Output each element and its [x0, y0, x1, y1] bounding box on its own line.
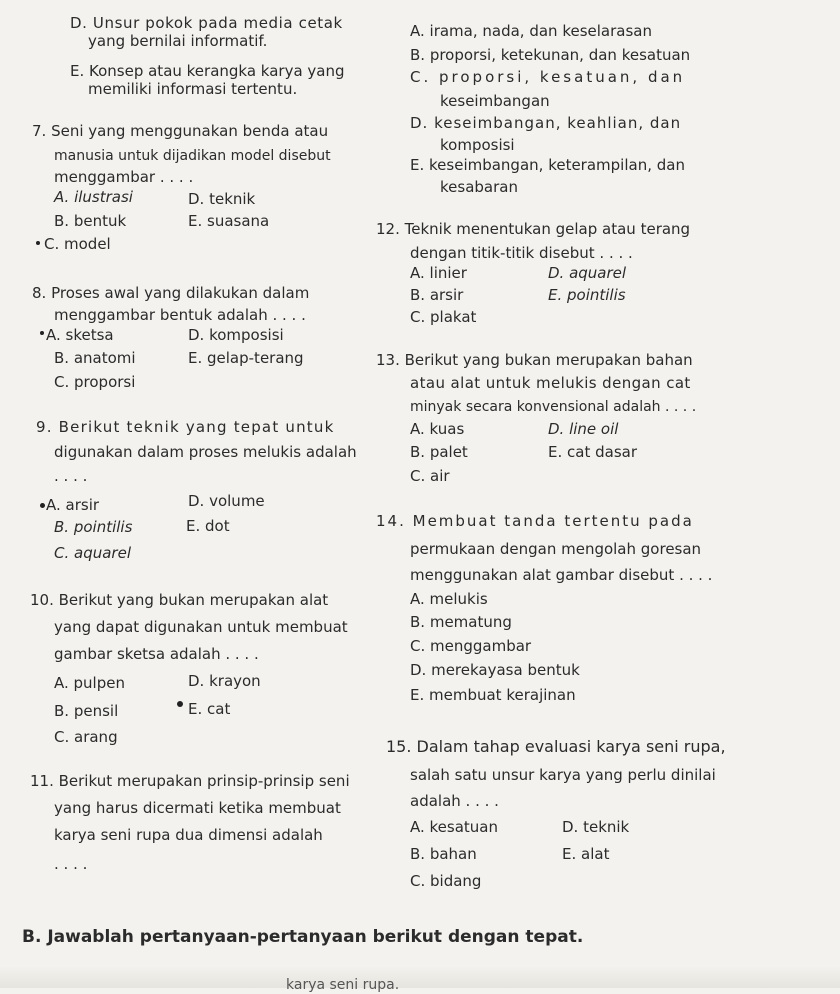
q10-stem: 10. Berikut yang bukan merupakan alat — [30, 591, 329, 609]
q9-option-b: B. pointilis — [54, 518, 133, 536]
q13-stem: atau alat untuk melukis dengan cat — [410, 374, 691, 392]
q13-option-a: A. kuas — [410, 420, 465, 438]
q15-option-e: E. alat — [562, 845, 610, 863]
q7-stem: manusia untuk dijadikan model disebut — [54, 148, 331, 164]
q12-stem: 12. Teknik menentukan gelap atau terang — [376, 220, 691, 238]
q7-option-b: B. bentuk — [54, 212, 127, 230]
q15-option-b: B. bahan — [410, 845, 477, 863]
q9-option-a: A. arsir — [46, 496, 100, 514]
q15-option-c: C. bidang — [410, 872, 482, 890]
q15-option-a: A. kesatuan — [410, 818, 499, 836]
q13-option-b: B. palet — [410, 443, 468, 461]
q11-option-c: C. proporsi, kesatuan, dan — [410, 68, 686, 86]
q7-option-d: D. teknik — [188, 190, 256, 208]
q11-stem: 11. Berikut merupakan prinsip-prinsip seni — [30, 772, 350, 790]
q9-option-e: E. dot — [186, 517, 230, 535]
q9-stem: 9. Berikut teknik yang tepat untuk — [36, 418, 335, 436]
cut-off-text: karya seni rupa. — [286, 977, 400, 993]
q13-stem: 13. Berikut yang bukan merupakan bahan — [376, 351, 693, 369]
q9-option-c: C. aquarel — [54, 544, 131, 562]
q15-option-d: D. teknik — [562, 818, 630, 836]
q12-option-e: E. pointilis — [548, 286, 626, 304]
q7-option-e: E. suasana — [188, 212, 270, 230]
q6-option-d-cont: yang bernilai informatif. — [88, 32, 268, 50]
q15-stem: adalah . . . . — [410, 792, 499, 810]
q11-stem: karya seni rupa dua dimensi adalah — [54, 826, 323, 844]
q12-stem: dengan titik-titik disebut . . . . — [410, 244, 633, 262]
q10-option-c: C. arang — [54, 728, 118, 746]
q10-stem: yang dapat digunakan untuk membuat — [54, 618, 348, 636]
q13-option-c: C. air — [410, 467, 450, 485]
q15-stem: salah satu unsur karya yang perlu dinilai — [410, 766, 716, 784]
q11-option-e-cont: kesabaran — [440, 178, 518, 196]
q6-option-e-cont: memiliki informasi tertentu. — [88, 80, 298, 98]
q13-option-d: D. line oil — [548, 420, 619, 438]
q8-stem: 8. Proses awal yang dilakukan dalam — [32, 284, 310, 302]
q11-stem: yang harus dicermati ketika membuat — [54, 799, 341, 817]
section-b-heading: B. Jawablah pertanyaan-pertanyaan berikut dengan tepat. — [22, 927, 584, 947]
q10-option-d: D. krayon — [188, 672, 261, 690]
q13-stem: minyak secara konvensional adalah . . . . — [410, 399, 697, 415]
q11-option-e: E. keseimbangan, keterampilan, dan — [410, 156, 685, 174]
q11-option-a: A. irama, nada, dan keselarasan — [410, 22, 652, 40]
q6-option-e: E. Konsep atau kerangka karya yang — [70, 62, 345, 80]
q10-option-e: E. cat — [188, 700, 231, 718]
q8-stem: menggambar bentuk adalah . . . . — [54, 306, 306, 324]
q7-stem: 7. Seni yang menggunakan benda atau — [32, 122, 329, 140]
q8-option-a: A. sketsa — [46, 326, 114, 344]
q10-answer-mark — [177, 701, 183, 707]
q8-option-b: B. anatomi — [54, 349, 136, 367]
q9-answer-mark — [40, 503, 45, 508]
page-bottom-shadow — [0, 966, 840, 988]
q8-option-e: E. gelap-terang — [188, 349, 304, 367]
q11-stem: . . . . — [54, 855, 88, 873]
q13-option-e: E. cat dasar — [548, 443, 637, 461]
q9-stem: . . . . — [54, 467, 88, 485]
q14-option-e: E. membuat kerajinan — [410, 686, 576, 704]
q14-option-a: A. melukis — [410, 590, 488, 608]
q10-option-a: A. pulpen — [54, 674, 125, 692]
q10-option-b: B. pensil — [54, 702, 119, 720]
q14-option-d: D. merekayasa bentuk — [410, 661, 580, 679]
q11-option-b: B. proporsi, ketekunan, dan kesatuan — [410, 46, 691, 64]
q7-stem: menggambar . . . . — [54, 168, 194, 186]
q12-option-d: D. aquarel — [548, 264, 627, 282]
q7-answer-mark — [36, 241, 40, 245]
q11-option-c-cont: keseimbangan — [440, 92, 550, 110]
q7-option-c: C. model — [44, 235, 111, 253]
q9-option-d: D. volume — [188, 492, 265, 510]
q10-stem: gambar sketsa adalah . . . . — [54, 645, 259, 663]
q8-option-d: D. komposisi — [188, 326, 284, 344]
q8-answer-mark — [40, 331, 44, 335]
q12-option-c: C. plakat — [410, 308, 477, 326]
q14-stem: permukaan dengan mengolah goresan — [410, 540, 702, 558]
q12-option-b: B. arsir — [410, 286, 464, 304]
q14-option-c: C. menggambar — [410, 637, 532, 655]
q11-option-d: D. keseimbangan, keahlian, dan — [410, 114, 682, 132]
q6-option-d: D. Unsur pokok pada media cetak — [70, 14, 343, 32]
q8-option-c: C. proporsi — [54, 373, 136, 391]
q11-option-d-cont: komposisi — [440, 136, 515, 154]
q9-stem: digunakan dalam proses melukis adalah — [54, 443, 357, 461]
q15-stem: 15. Dalam tahap evaluasi karya seni rupa, — [386, 737, 726, 756]
q14-option-b: B. mematung — [410, 613, 512, 631]
q7-option-a: A. ilustrasi — [54, 188, 133, 206]
q14-stem: menggunakan alat gambar disebut . . . . — [410, 566, 713, 584]
q12-option-a: A. linier — [410, 264, 467, 282]
q14-stem: 14. Membuat tanda tertentu pada — [376, 512, 694, 530]
